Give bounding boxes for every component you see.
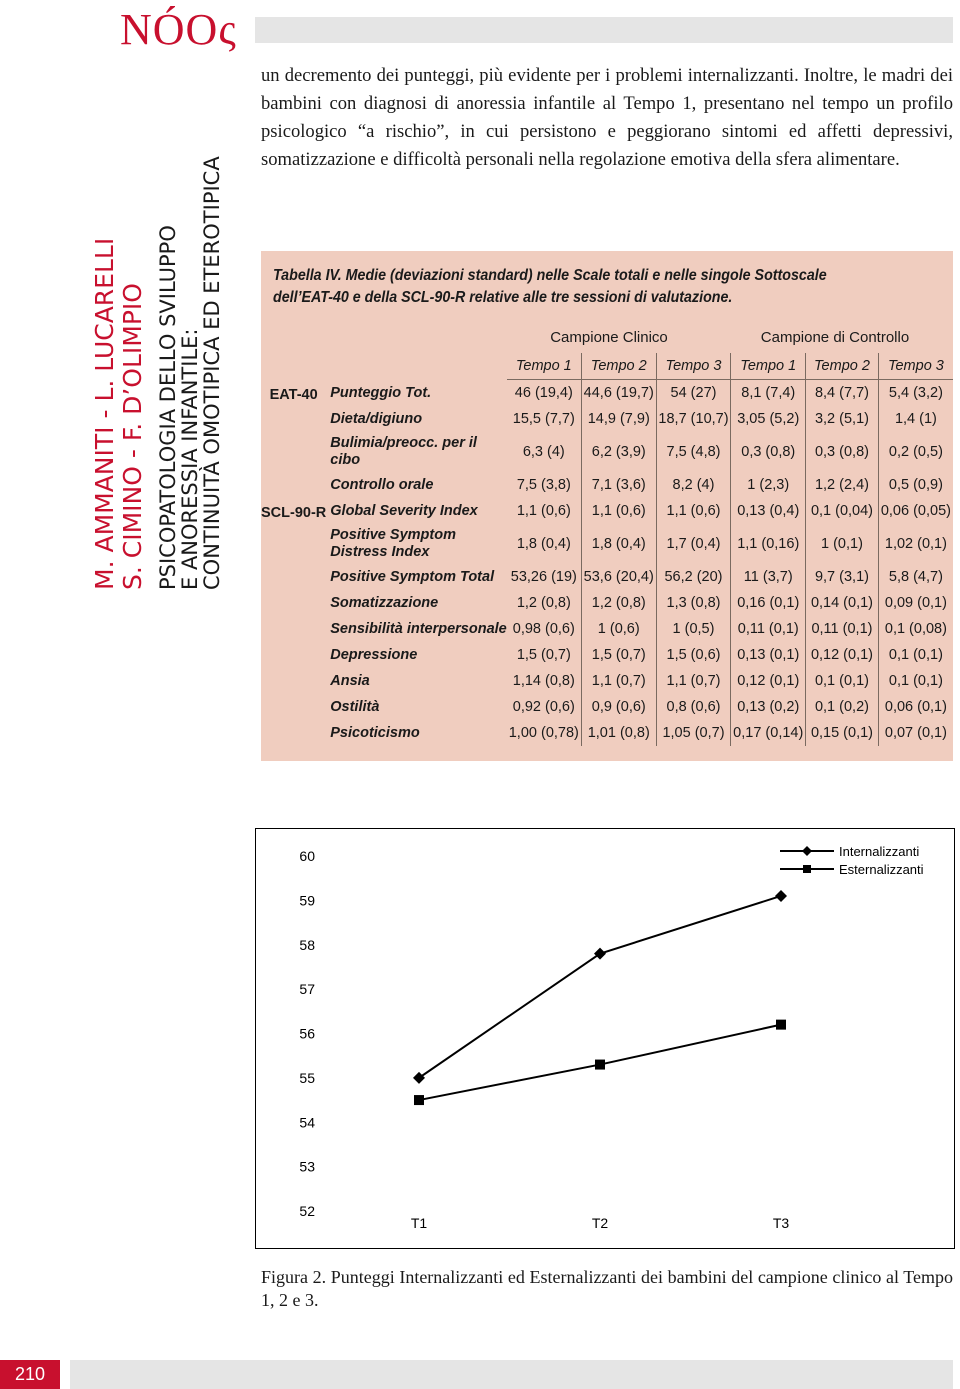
table-cell: 0,16 (0,1) bbox=[731, 590, 806, 616]
results-table bbox=[261, 353, 953, 746]
col-header: Tempo 1 bbox=[507, 353, 582, 380]
sidebar-title-1: PSICOPATOLOGIA DELLO SVILUPPO bbox=[156, 225, 180, 590]
col-header: Tempo 2 bbox=[806, 353, 879, 380]
section-label: SCL-90-R bbox=[261, 505, 327, 521]
data-point-diamond bbox=[413, 1072, 425, 1084]
sidebar-title-2: E ANORESSIA INFANTILE: bbox=[178, 328, 202, 590]
table-cell: 1,3 (0,8) bbox=[656, 590, 731, 616]
table-cell: 0,11 (0,1) bbox=[731, 616, 806, 642]
table-cell: 7,5 (4,8) bbox=[656, 432, 731, 472]
y-tick-label: 53 bbox=[299, 1158, 315, 1175]
table-cell: 1,4 (1) bbox=[878, 406, 953, 432]
row-label: Sensibilità interpersonale bbox=[330, 621, 507, 637]
y-tick-label: 55 bbox=[299, 1069, 315, 1086]
table-cell: 46 (19,4) bbox=[514, 385, 573, 401]
row-label: Bulimia/preocc. per il cibo bbox=[330, 435, 477, 468]
table-row bbox=[261, 564, 953, 590]
table-cell: 0,1 (0,2) bbox=[806, 694, 879, 720]
legend-marker-diamond bbox=[802, 846, 812, 856]
table-row bbox=[261, 406, 953, 432]
table-cell: 1,8 (0,4) bbox=[581, 524, 656, 564]
data-point-diamond bbox=[775, 890, 787, 902]
table-cell: 1,2 (0,8) bbox=[516, 595, 571, 611]
table-caption: Tabella IV. Medie (deviazioni standard) nelle Scale totali e nelle singole Sottoscale dell’EAT-40 e della SCL-90-R relative alle tre sessioni di valutazione. bbox=[273, 267, 827, 306]
table-cell: 1,00 (0,78) bbox=[508, 725, 579, 741]
table-cell: 54 (27) bbox=[656, 380, 731, 407]
table-cell: 1,01 (0,8) bbox=[581, 720, 656, 746]
legend-label: Esternalizzanti bbox=[839, 862, 924, 877]
x-tick-label: T3 bbox=[772, 1215, 790, 1231]
table-cell: 1,02 (0,1) bbox=[878, 524, 953, 564]
table-cell: 1,1 (0,6) bbox=[516, 503, 571, 519]
table-cell: 0,14 (0,1) bbox=[806, 590, 879, 616]
data-point-square bbox=[776, 1020, 786, 1030]
table-cell: 9,7 (3,1) bbox=[806, 564, 879, 590]
table-cell: 1,05 (0,7) bbox=[656, 720, 731, 746]
figure-caption-text: Punteggi Internalizzanti ed Esternalizzanti dei bambini del campione clinico al Tempo 1, 2 e 3. bbox=[261, 1267, 953, 1310]
series-line-internalizzanti bbox=[419, 896, 781, 1078]
legend-label: Internalizzanti bbox=[839, 844, 920, 859]
sidebar-authors-1: M. AMMANITI - L. LUCARELLI bbox=[90, 237, 119, 590]
data-point-square bbox=[414, 1095, 424, 1105]
table-cell: 18,7 (10,7) bbox=[656, 406, 731, 432]
table-row bbox=[261, 642, 953, 668]
table-cell: 0,3 (0,8) bbox=[731, 432, 806, 472]
table-row bbox=[261, 432, 953, 472]
table-cell: 0,07 (0,1) bbox=[878, 720, 953, 746]
table-cell: 0,8 (0,6) bbox=[656, 694, 731, 720]
table-cell: 6,3 (4) bbox=[522, 444, 565, 460]
section-label: EAT-40 bbox=[269, 386, 318, 403]
table-row bbox=[261, 590, 953, 616]
x-tick-label: T1 bbox=[410, 1215, 428, 1231]
table-row bbox=[261, 472, 953, 498]
table-cell: 3,2 (5,1) bbox=[806, 406, 879, 432]
table-cell: 1,1 (0,6) bbox=[656, 498, 731, 524]
row-label: Psicoticismo bbox=[330, 725, 420, 741]
table-cell: 1,7 (0,4) bbox=[656, 524, 731, 564]
col-header: Tempo 1 bbox=[731, 353, 806, 380]
table-header-row bbox=[261, 353, 953, 380]
row-label: Dieta/digiuno bbox=[330, 411, 423, 427]
table-cell: 7,1 (3,6) bbox=[581, 472, 656, 498]
table-cell: 0,92 (0,6) bbox=[512, 699, 575, 715]
body-paragraph: un decremento dei punteggi, più evidente per i problemi internalizzanti. Inoltre, le madri dei bambini con diagnosi di anoressia infantile al Tempo 1, presentano nel tempo un profilo psicologico “a rischio”, in cui persistono e peggiorano sintomi ed affetti depressivi, somatizzazione e difficoltà personali nella regolazione emotiva della sfera alimentare. bbox=[261, 65, 953, 170]
col-header: Tempo 3 bbox=[656, 353, 731, 380]
line-chart bbox=[256, 829, 954, 1248]
table-cell: 1,8 (0,4) bbox=[516, 536, 571, 552]
table-cell: 15,5 (7,7) bbox=[512, 411, 575, 427]
table-cell: 0,17 (0,14) bbox=[731, 720, 806, 746]
table-cell: 0,06 (0,05) bbox=[878, 498, 953, 524]
table-iv bbox=[261, 251, 953, 761]
data-point-square bbox=[595, 1060, 605, 1070]
table-row bbox=[261, 380, 953, 407]
table-cell: 1,1 (0,6) bbox=[581, 498, 656, 524]
table-row bbox=[261, 524, 953, 564]
header-bar bbox=[255, 17, 953, 43]
table-cell: 0,98 (0,6) bbox=[512, 621, 575, 637]
table-row bbox=[261, 668, 953, 694]
y-tick-label: 59 bbox=[299, 892, 315, 909]
y-tick-label: 54 bbox=[299, 1114, 315, 1131]
sidebar-title-3: CONTINUITÀ OMOTIPICA ED ETEROTIPICA bbox=[200, 156, 224, 590]
table-cell: 0,1 (0,04) bbox=[806, 498, 879, 524]
table-cell: 1,14 (0,8) bbox=[512, 673, 575, 689]
row-label: Global Severity Index bbox=[330, 503, 478, 519]
table-cell: 0,9 (0,6) bbox=[581, 694, 656, 720]
table-cell: 0,1 (0,1) bbox=[878, 642, 953, 668]
data-point-diamond bbox=[594, 948, 606, 960]
table-cell: 1,5 (0,6) bbox=[656, 642, 731, 668]
page-number: 210 bbox=[0, 1360, 60, 1389]
x-tick-label: T2 bbox=[591, 1215, 609, 1231]
sidebar bbox=[0, 60, 240, 1360]
y-tick-label: 58 bbox=[299, 936, 315, 953]
figure-2-chart bbox=[255, 828, 955, 1249]
table-cell: 1,5 (0,7) bbox=[516, 647, 571, 663]
table-cell: 0,13 (0,1) bbox=[731, 642, 806, 668]
y-tick-label: 60 bbox=[299, 848, 315, 864]
group-header-clinical: Campione Clinico bbox=[550, 329, 668, 346]
table-cell: 0,13 (0,4) bbox=[731, 498, 806, 524]
row-label: Punteggio Tot. bbox=[330, 384, 432, 401]
table-row bbox=[261, 616, 953, 642]
table-cell: 0,1 (0,1) bbox=[878, 668, 953, 694]
table-cell: 0,3 (0,8) bbox=[806, 432, 879, 472]
table-cell: 0,2 (0,5) bbox=[878, 432, 953, 472]
table-cell: 6,2 (3,9) bbox=[581, 432, 656, 472]
table-cell: 0,1 (0,1) bbox=[806, 668, 879, 694]
table-cell: 0,12 (0,1) bbox=[731, 668, 806, 694]
group-header-control: Campione di Controllo bbox=[760, 329, 910, 346]
table-cell: 1,2 (0,8) bbox=[581, 590, 656, 616]
table-cell: 5,8 (4,7) bbox=[878, 564, 953, 590]
row-label: Positive Symptom Total bbox=[330, 569, 495, 585]
row-label: Ansia bbox=[330, 673, 370, 689]
table-cell: 56,2 (20) bbox=[656, 564, 731, 590]
table-cell: 1,1 (0,7) bbox=[581, 668, 656, 694]
table-cell: 0,1 (0,08) bbox=[878, 616, 953, 642]
table-cell: 1,1 (0,16) bbox=[731, 524, 806, 564]
y-tick-label: 57 bbox=[299, 981, 315, 998]
table-cell: 1,2 (2,4) bbox=[806, 472, 879, 498]
table-cell: 1 (0,5) bbox=[656, 616, 731, 642]
table-cell: 0,13 (0,2) bbox=[731, 694, 806, 720]
table-cell: 14,9 (7,9) bbox=[581, 406, 656, 432]
figure-caption bbox=[261, 1266, 953, 1312]
table-cell: 3,05 (5,2) bbox=[731, 406, 806, 432]
row-label: Controllo orale bbox=[330, 477, 434, 493]
table-cell: 11 (3,7) bbox=[731, 564, 806, 590]
table-cell: 1,1 (0,7) bbox=[656, 668, 731, 694]
table-cell: 53,26 (19) bbox=[510, 569, 577, 585]
table-cell: 0,12 (0,1) bbox=[806, 642, 879, 668]
col-header: Tempo 3 bbox=[878, 353, 953, 380]
y-tick-label: 52 bbox=[299, 1203, 315, 1219]
table-cell: 53,6 (20,4) bbox=[581, 564, 656, 590]
table-row bbox=[261, 720, 953, 746]
table-cell: 0,5 (0,9) bbox=[878, 472, 953, 498]
table-cell: 44,6 (19,7) bbox=[581, 380, 656, 407]
table-cell: 0,15 (0,1) bbox=[806, 720, 879, 746]
table-cell: 8,1 (7,4) bbox=[731, 380, 806, 407]
table-cell: 0,11 (0,1) bbox=[806, 616, 879, 642]
journal-logo: NÓOς bbox=[120, 5, 237, 54]
table-row bbox=[261, 694, 953, 720]
sidebar-authors-2: S. CIMINO - F. D’OLIMPIO bbox=[118, 283, 147, 590]
table-cell: 0,06 (0,1) bbox=[878, 694, 953, 720]
table-cell: 7,5 (3,8) bbox=[516, 477, 571, 493]
table-cell: 1 (0,6) bbox=[581, 616, 656, 642]
table-cell: 8,4 (7,7) bbox=[806, 380, 879, 407]
table-cell: 5,4 (3,2) bbox=[878, 380, 953, 407]
col-header: Tempo 2 bbox=[581, 353, 656, 380]
table-cell: 1,5 (0,7) bbox=[581, 642, 656, 668]
figure-caption-label: Figura 2. bbox=[261, 1267, 327, 1287]
table-cell: 8,2 (4) bbox=[656, 472, 731, 498]
legend-marker-square bbox=[803, 865, 811, 873]
footer-bar bbox=[70, 1360, 953, 1389]
row-label: Depressione bbox=[330, 647, 418, 663]
y-tick-label: 56 bbox=[299, 1025, 315, 1042]
table-cell: 1 (0,1) bbox=[806, 524, 879, 564]
table-row bbox=[261, 498, 953, 524]
row-label: Somatizzazione bbox=[330, 595, 439, 611]
table-cell: 0,09 (0,1) bbox=[878, 590, 953, 616]
table-cell: 1 (2,3) bbox=[731, 472, 806, 498]
row-label: Ostilità bbox=[330, 699, 380, 715]
row-label: Positive Symptom Distress Index bbox=[330, 527, 456, 560]
